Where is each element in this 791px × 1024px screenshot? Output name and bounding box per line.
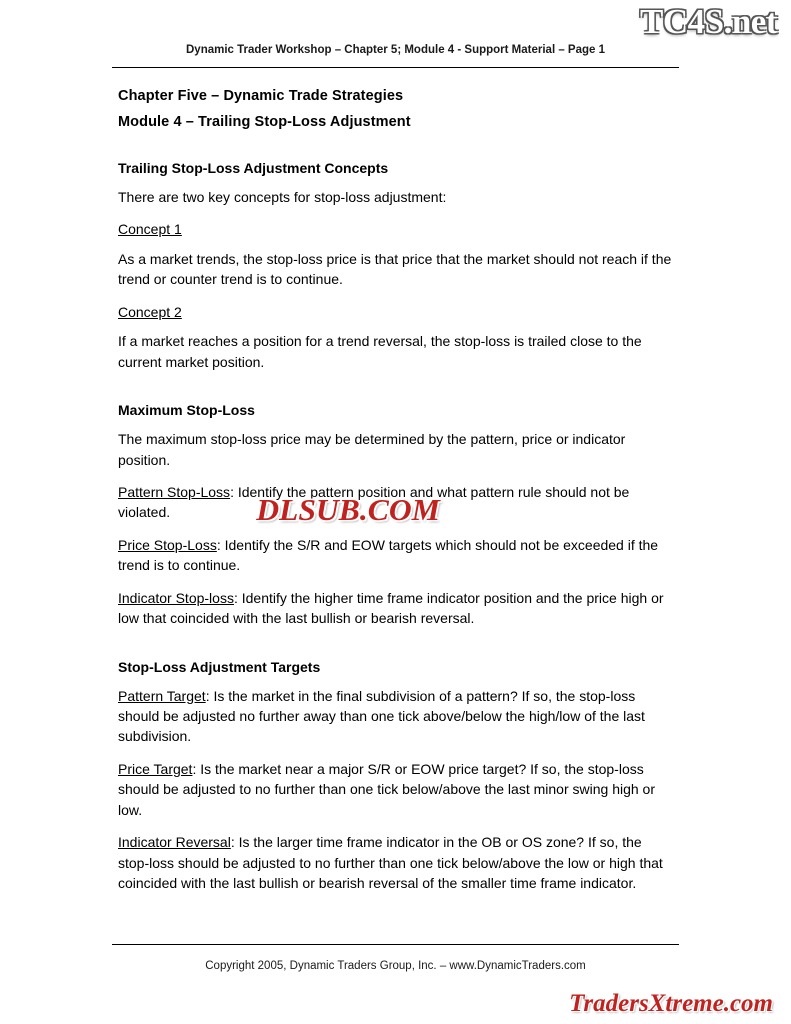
concept-1-label: Concept 1	[118, 221, 182, 238]
watermark-tc4s: TC4S.net	[640, 2, 777, 41]
concept-2-body: If a market reaches a position for a trend reversal, the stop-loss is trailed close to the current market position.	[118, 333, 642, 370]
module-title: Module 4 – Trailing Stop-Loss Adjustment	[118, 114, 411, 130]
pattern-stop-loss-label: Pattern Stop-Loss	[118, 483, 231, 500]
pattern-target-body: : Is the market in the final subdivision of a pattern? If so, the stop-loss should be adjusted no further away than one tick above/below the high/low of the last subdivision.	[118, 687, 645, 745]
footer-divider	[112, 944, 679, 945]
price-stop-loss-item	[118, 535, 674, 576]
header-divider	[112, 67, 679, 68]
section-intro-concepts: There are two key concepts for stop-loss adjustment:	[118, 189, 447, 205]
concept-1-body: As a market trends, the stop-loss price is that price that the market should not reach if the trend or counter trend is to continue.	[118, 250, 672, 288]
pattern-stop-loss-body: : Identify the pattern position and what pattern rule should not be violated.	[118, 483, 630, 521]
page-header: Dynamic Trader Workshop – Chapter 5; Module 4 - Support Material – Page 1	[186, 44, 605, 56]
chapter-title: Chapter Five – Dynamic Trade Strategies	[118, 88, 404, 104]
indicator-stop-loss-label: Indicator Stop-loss	[118, 589, 234, 606]
section-intro-maximum-stop-loss: The maximum stop-loss price may be determined by the pattern, price or indicator position.	[118, 431, 626, 468]
section-heading-maximum-stop-loss: Maximum Stop-Loss	[118, 402, 255, 419]
price-stop-loss-label: Price Stop-Loss	[118, 536, 217, 553]
price-target-label: Price Target	[118, 760, 193, 777]
indicator-reversal-label: Indicator Reversal	[118, 834, 231, 851]
indicator-stop-loss-item	[118, 588, 674, 629]
indicator-reversal-body: : Is the larger time frame indicator in the OB or OS zone? If so, the stop-loss should be adjusted to no further than one tick below/above the low or high that coincided with the last bullish or bearish reversal of the smaller time frame indicator.	[118, 834, 663, 892]
concept-2-label: Concept 2	[118, 303, 182, 320]
pattern-target-item	[118, 686, 674, 747]
indicator-stop-loss-body: : Identify the higher time frame indicator position and the price high or low that coincided with the last bullish or bearish reversal.	[118, 589, 664, 627]
section-heading-concepts: Trailing Stop-Loss Adjustment Concepts	[118, 160, 389, 176]
pattern-target-label: Pattern Target	[118, 687, 206, 704]
watermark-tradersxtreme: TradersXtreme.com	[569, 990, 773, 1017]
page-footer: Copyright 2005, Dynamic Traders Group, Inc. – www.DynamicTraders.com	[205, 960, 586, 972]
price-stop-loss-body: : Identify the S/R and EOW targets which should not be exceeded if the trend is to continue.	[118, 536, 659, 574]
price-target-item	[118, 759, 674, 820]
price-target-body: : Is the market near a major S/R or EOW price target? If so, the stop-loss should be adjusted to no further than one tick below/above the last minor swing high or low.	[118, 760, 655, 818]
watermark-dlsub: DLSUB.COM	[256, 492, 440, 527]
section-heading-adjustment-targets: Stop-Loss Adjustment Targets	[118, 658, 321, 675]
indicator-reversal-item	[118, 832, 674, 893]
